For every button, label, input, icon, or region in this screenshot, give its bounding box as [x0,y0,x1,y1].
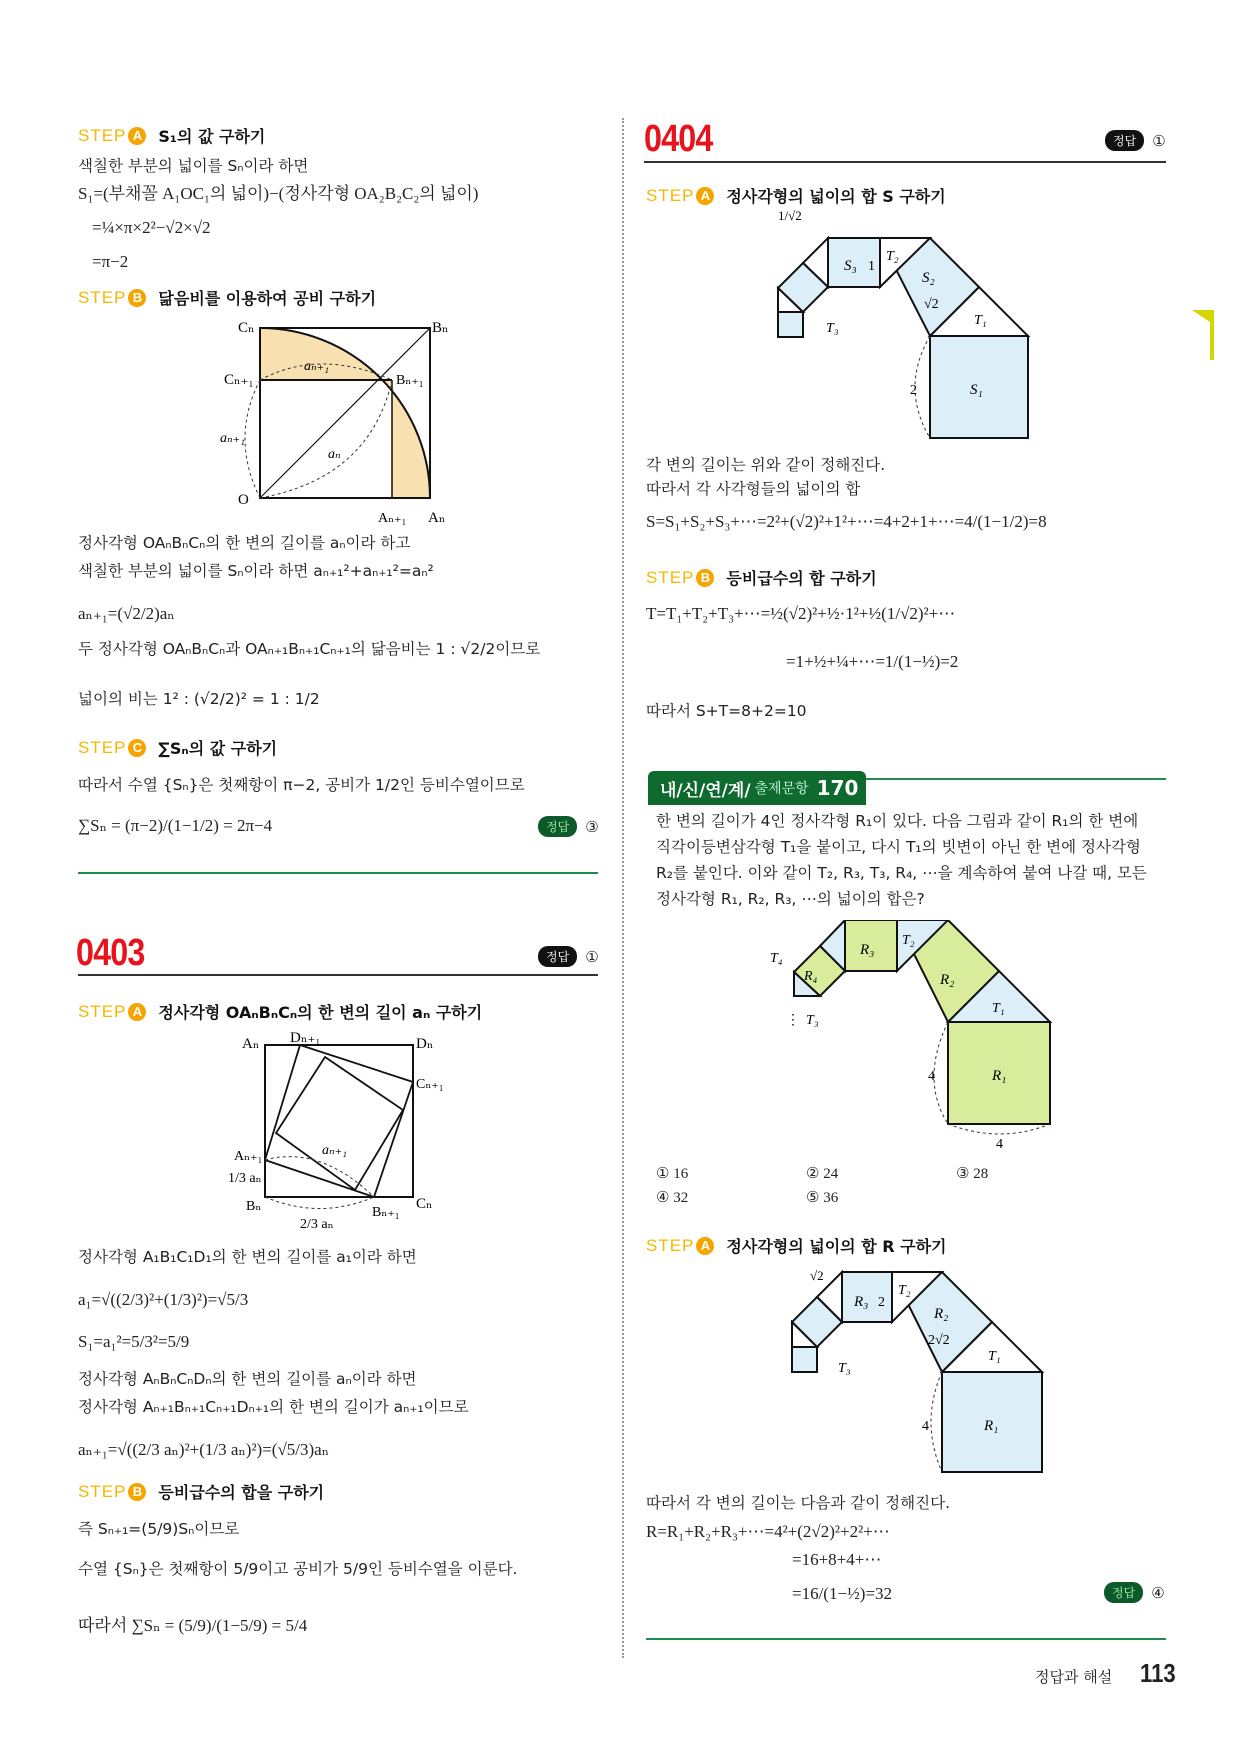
answer-value: ③ [585,817,599,836]
equation-line: =16+8+4+⋯ [792,1550,882,1569]
section-divider [78,872,598,874]
svg-text:S₂: S₂ [922,270,935,286]
squares-chain-figure-r-solution [780,1262,1060,1482]
step-letter-icon: A [128,127,146,145]
step-tag: STEP [78,125,127,145]
answer-badge [538,946,599,967]
step-title: 닮음비를 이용하여 공비 구하기 [158,289,377,308]
answer-pill: 정답 [1104,1582,1143,1603]
svg-text:Bₙ₊₁: Bₙ₊₁ [396,373,424,388]
page-number: 113 [1140,1658,1176,1688]
equation-line: R=R₁+R₂+R₃+⋯=4²+(2√2)²+2²+⋯ [646,1522,890,1541]
text-line: 따라서 수열 {Sₙ}은 첫째항이 π−2, 공비가 1/2인 등비수열이므로 [78,776,525,794]
answer-value: ① [1152,131,1166,150]
svg-text:R₃: R₃ [860,942,875,958]
step-tag: STEP [78,1481,127,1501]
step-letter-icon: A [128,1003,146,1021]
choice-5[interactable]: ⑤ 36 [806,1190,839,1206]
naesin-number: 170 [816,776,859,800]
problem-rule [78,974,598,976]
equation-line: =π−2 [92,252,129,271]
svg-text:2√2: 2√2 [928,1333,950,1348]
svg-text:Cₙ₊₁: Cₙ₊₁ [416,1077,444,1092]
equation-line: T=T₁+T₂+T₃+⋯=½(√2)²+½·1²+½(1/√2)²+⋯ [646,604,956,623]
choice-3[interactable]: ③ 28 [956,1166,989,1182]
problem-text: 한 변의 길이가 4인 정사각형 R₁이 있다. 다음 그림과 같이 R₁의 한 변에 [656,812,1139,830]
problem-text: 정사각형 R₁, R₂, R₃, ⋯의 넓이의 합은? [656,890,925,908]
text-line: 따라서 각 사각형들의 넓이의 합 [646,480,861,498]
step-title: ∑Sₙ의 값 구하기 [158,739,278,758]
step-tag: STEP [646,1235,695,1255]
answer-value: ④ [1151,1583,1165,1602]
text-line: 넓이의 비는 1² : (√2/2)² = 1 : 1/2 [78,690,320,708]
answer-pill: 정답 [538,816,577,837]
step-b-heading [78,286,376,309]
svg-text:2/3 aₙ: 2/3 aₙ [300,1217,334,1232]
svg-text:2: 2 [910,383,917,398]
svg-text:R₁: R₁ [984,1418,999,1434]
svg-text:O: O [238,492,249,508]
text-line: 수열 {Sₙ}은 첫째항이 5/9이고 공비가 5/9인 등비수열을 이룬다. [78,1560,518,1578]
svg-text:T₂: T₂ [898,1283,911,1298]
footer-label: 정답과 해설 [1035,1668,1113,1686]
linked-problem-header [648,771,866,805]
quarter-circle-figure [220,318,450,528]
text-line: 각 변의 길이는 위와 같이 정해진다. [646,456,886,474]
step-tag: STEP [78,737,127,757]
squares-chain-figure-s [770,208,1050,448]
svg-text:T₂: T₂ [902,933,915,948]
svg-text:aₙ₊₁: aₙ₊₁ [220,431,245,446]
choice-2[interactable]: ② 24 [806,1166,839,1182]
svg-text:Dₙ: Dₙ [416,1036,434,1052]
step-a-heading [78,124,265,147]
step-b-heading [78,1480,324,1503]
equation-line: S₁=(부채꼴 A₁OC₁의 넓이)−(정사각형 OA₂B₂C₂의 넓이) [78,184,479,203]
equation-line: S₁=a₁²=5/3²=5/9 [78,1332,190,1351]
svg-text:1/3 aₙ: 1/3 aₙ [228,1171,262,1186]
svg-text:T₃: T₃ [806,1013,819,1028]
svg-text:Aₙ: Aₙ [242,1036,260,1052]
equation-line: =¼×π×2²−√2×√2 [92,218,211,237]
step-title: 정사각형 OAₙBₙCₙ의 한 변의 길이 aₙ 구하기 [158,1003,483,1022]
svg-text:4: 4 [928,1069,935,1084]
step-tag: STEP [646,185,695,205]
svg-text:Aₙ: Aₙ [428,510,446,526]
svg-text:T₄: T₄ [770,951,783,966]
step-letter-icon: A [696,1237,714,1255]
squares-chain-figure-r [760,920,1060,1160]
svg-text:√2: √2 [924,297,939,312]
svg-text:Cₙ: Cₙ [416,1196,433,1212]
svg-text:R₂: R₂ [934,1306,949,1322]
svg-text:Bₙ: Bₙ [432,320,449,336]
svg-text:R₂: R₂ [940,972,955,988]
svg-text:S₃: S₃ [844,258,857,274]
answer-pill: 정답 [1105,130,1144,151]
answer-value: ① [585,947,599,966]
svg-text:aₙ₊₁: aₙ₊₁ [304,359,329,374]
svg-text:T₃: T₃ [838,1361,851,1376]
equation-line: aₙ₊₁=(√2/2)aₙ [78,604,175,623]
page-flag-marker [1210,310,1214,360]
column-divider [622,118,624,1658]
svg-text:2: 2 [878,1295,885,1310]
text-line: 색칠한 부분의 넓이를 Sₙ이라 하면 [78,157,309,175]
svg-text:⋮: ⋮ [786,1013,800,1028]
svg-text:R₄: R₄ [804,969,818,984]
equation-line: =16/(1−½)=32 [792,1584,893,1603]
step-a-heading [646,184,946,207]
answer-badge [1104,1582,1165,1603]
svg-text:aₙ₊₁: aₙ₊₁ [322,1143,347,1158]
svg-text:aₙ: aₙ [328,447,341,462]
svg-text:T₁: T₁ [992,1001,1005,1016]
problem-rule [644,161,1166,163]
text-line: 즉 Sₙ₊₁=(5/9)Sₙ이므로 [78,1520,240,1538]
step-letter-icon: B [128,289,146,307]
naesin-label: 내/신/연/계/ [660,780,751,801]
svg-text:T₁: T₁ [988,1349,1001,1364]
svg-text:1: 1 [868,259,875,274]
svg-text:T₂: T₂ [886,249,899,264]
choice-1[interactable]: ① 16 [656,1166,689,1182]
svg-text:Bₙ: Bₙ [246,1199,262,1214]
svg-text:Aₙ₊₁: Aₙ₊₁ [378,511,407,526]
equation-line: 따라서 ∑Sₙ = (5/9)/(1−5/9) = 5/4 [78,1616,308,1635]
problem-text: R₂를 붙인다. 이와 같이 T₂, R₃, T₃, R₄, ⋯을 계속하여 붙여 나갈 때, 모든 [656,864,1147,882]
step-title: 정사각형의 넓이의 합 R 구하기 [726,1237,947,1256]
step-b-heading [646,566,877,589]
step-letter-icon: B [128,1483,146,1501]
step-title: S₁의 값 구하기 [158,127,266,146]
equation-line: S=S₁+S₂+S₃+⋯=2²+(√2)²+1²+⋯=4+2+1+⋯=4/(1−1/2)=8 [646,512,1047,531]
svg-text:Bₙ₊₁: Bₙ₊₁ [372,1205,400,1220]
text-line: 따라서 각 변의 길이는 다음과 같이 정해진다. [646,1494,951,1512]
step-title: 등비급수의 합 구하기 [726,569,877,588]
svg-text:Dₙ₊₁: Dₙ₊₁ [290,1030,321,1046]
svg-text:R₃: R₃ [854,1294,869,1310]
text-line: 두 정사각형 OAₙBₙCₙ과 OAₙ₊₁Bₙ₊₁Cₙ₊₁의 닮음비는 1 : √2/2이므로 [78,640,541,658]
text-line: 색칠한 부분의 넓이를 Sₙ이라 하면 aₙ₊₁²+aₙ₊₁²=aₙ² [78,562,434,580]
svg-text:1/√2: 1/√2 [778,208,802,223]
step-title: 등비급수의 합을 구하기 [158,1483,325,1502]
step-a-heading [646,1234,946,1257]
step-letter-icon: B [696,569,714,587]
answer-badge [1105,130,1166,151]
equation-line: aₙ₊₁=√((2/3 aₙ)²+(1/3 aₙ)²)=(√5/3)aₙ [78,1440,330,1459]
equation-line: =1+½+¼+⋯=1/(1−½)=2 [786,652,959,671]
section-divider [646,1638,1166,1640]
text-line: 정사각형 Aₙ₊₁Bₙ₊₁Cₙ₊₁Dₙ₊₁의 한 변의 길이가 aₙ₊₁이므로 [78,1398,469,1416]
text-line: 정사각형 AₙBₙCₙDₙ의 한 변의 길이를 aₙ이라 하면 [78,1370,417,1388]
step-tag: STEP [78,1001,127,1021]
problem-number: 0403 [76,932,145,974]
step-c-heading [78,736,277,759]
step-tag: STEP [646,567,695,587]
equation-line: ∑Sₙ = (π−2)/(1−1/2) = 2π−4 [78,816,273,835]
svg-text:4: 4 [996,1137,1003,1152]
svg-text:S₁: S₁ [970,382,983,398]
step-a-heading [78,1000,482,1023]
text-line: 정사각형 OAₙBₙCₙ의 한 변의 길이를 aₙ이라 하고 [78,534,411,552]
svg-text:Cₙ₊₁: Cₙ₊₁ [224,372,254,388]
svg-text:T₃: T₃ [826,321,839,336]
nested-squares-figure [220,1030,470,1240]
step-tag: STEP [78,287,127,307]
text-line: 따라서 S+T=8+2=10 [646,702,807,720]
text-line: 정사각형 A₁B₁C₁D₁의 한 변의 길이를 a₁이라 하면 [78,1248,417,1266]
step-title: 정사각형의 넓이의 합 S 구하기 [726,187,946,206]
svg-text:Cₙ: Cₙ [238,320,255,336]
problem-number: 0404 [644,118,713,160]
svg-text:R₁: R₁ [992,1068,1007,1084]
svg-text:Aₙ₊₁: Aₙ₊₁ [234,1149,263,1164]
naesin-rule [866,778,1166,780]
equation-line: a₁=√((2/3)²+(1/3)²)=√5/3 [78,1290,249,1309]
svg-text:√2: √2 [810,1268,824,1283]
answer-badge [538,816,599,837]
naesin-sublabel: 출제문항 [754,781,809,797]
problem-text: 직각이등변삼각형 T₁을 붙이고, 다시 T₁의 빗변이 아닌 한 변에 정사각형 [656,838,1141,856]
step-letter-icon: A [696,187,714,205]
step-letter-icon: C [128,739,146,757]
choice-4[interactable]: ④ 32 [656,1190,689,1206]
svg-text:T₁: T₁ [974,313,987,328]
svg-text:4: 4 [922,1419,929,1434]
answer-pill: 정답 [538,946,577,967]
